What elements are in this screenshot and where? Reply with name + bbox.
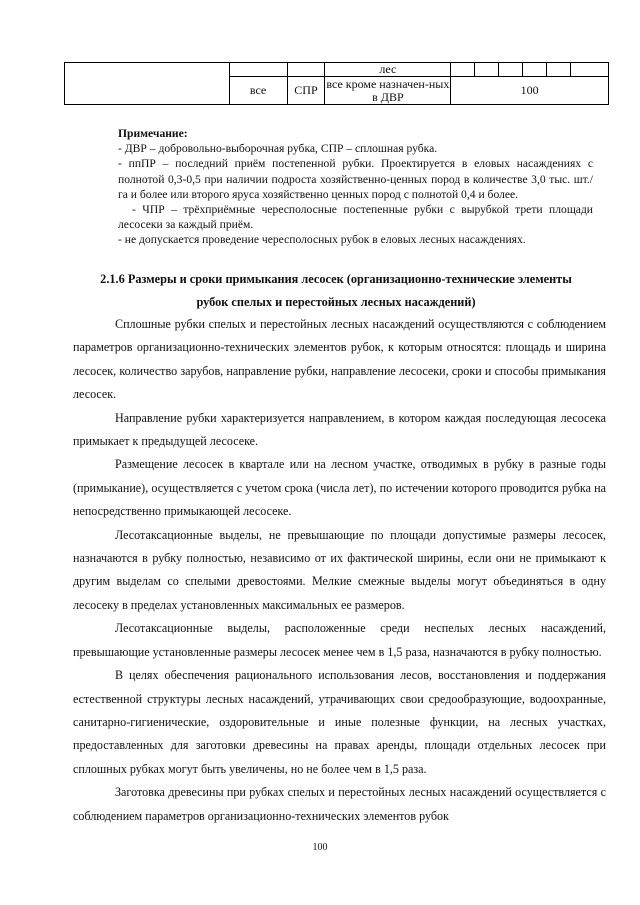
table-cell [475, 63, 499, 77]
paragraph: Направление рубки характеризуется направлением, в котором каждая последующая лесосека примыкает к предыдущей лесосеке. [73, 410, 606, 449]
table-row [65, 63, 609, 77]
paragraph: Сплошные рубки спелых и перестойных лесных насаждений осуществляются с соблюдением параметров организационно-технических элементов рубок, к которым относятся: площадь и ширина лесосек, количество зарубов, направление рубки, направление лесосеки, сроки и способы примыкания лесосек. [73, 317, 606, 402]
paragraph: Заготовка древесины при рубках спелых и перестойных лесных насаждений осуществляется с соблюдением параметров организационно-технических элементов рубок [73, 785, 606, 823]
paragraph: Лесотаксационные выделы, расположенные среди неспелых лесных насаждений, превышающие установленные размеры лесосек менее чем в 1,5 раза, назначаются в рубку полностью. [73, 621, 606, 659]
table-cell: все кроме назначен-ных в ДВР [326, 76, 450, 104]
note-block [118, 126, 593, 248]
note-line: - ппПР – последний приём постепенной рубки. Проектируется в еловых насаждениях с полнотой 0,3-0,5 при наличии подроста хозяйственно-ценных пород в количестве 3,0 тыс. шт./га и более или второго яруса хозяйственно ценных пород с полнотой 0,4 и более. [118, 157, 593, 201]
table-cell [287, 63, 325, 77]
table-cell: все [229, 77, 287, 105]
paragraph: Размещение лесосек в квартале или на лесном участке, отводимых в рубку в разные годы (примыкание), осуществляется с учетом срока (числа лет), по истечении которого проводится рубка на непосредственно примыкающей лесосеке. [73, 457, 606, 519]
table-cell: СПР [287, 77, 325, 105]
note-title: Примечание: [118, 127, 188, 140]
table-cell [499, 63, 523, 77]
page-number: 100 [312, 842, 328, 853]
note-line: - ЧПР – трёхприёмные чересполосные постепенные рубки с вырубкой трети площади лесосеки за каждый приём. [118, 203, 593, 232]
table-cell [451, 63, 475, 77]
section-heading-line1: 2.1.6 Размеры и сроки примыкания лесосек (организационно-технические элементы [100, 272, 572, 286]
paragraph: В целях обеспечения рационального использования лесов, восстановления и поддержания естественной структуры лесных насаждений, утрачивающих свои средообразующие, водоохранные, санитарно-гигиенические, оздоровительные и иные полезные функции, на лесных участках, предоставленных для заготовки древесины на правах аренды, площади отдельных лесосек при сплошных рубках могут быть увеличены, но не более чем в 1,5 раза. [73, 668, 606, 776]
table-cell [65, 63, 230, 105]
table-cell: лес [325, 63, 451, 77]
rubka-table [64, 62, 609, 105]
table-cell: 100 [451, 77, 609, 105]
body-text [73, 313, 606, 828]
table-cell [570, 63, 608, 77]
section-heading-line2: рубок спелых и перестойных лесных насаждений) [196, 295, 476, 309]
table-cell [547, 63, 571, 77]
note-line: - не допускается проведение чересполосных рубок в еловых лесных насаждениях. [118, 233, 526, 247]
note-line: - ДВР – добровольно-выборочная рубка, СПР – сплошная рубка. [118, 142, 438, 156]
paragraph: Лесотаксационные выделы, не превышающие по площади допустимые размеры лесосек, назначаются в рубку полностью, независимо от их фактической ширины, если они не примыкают к другим выделам со спелыми древостоями. Мелкие смежные выделы могут объединяться в одну лесосеку в пределах установленных максимальных ее размеров. [73, 527, 606, 612]
table-cell [229, 63, 287, 77]
table-cell [523, 63, 547, 77]
